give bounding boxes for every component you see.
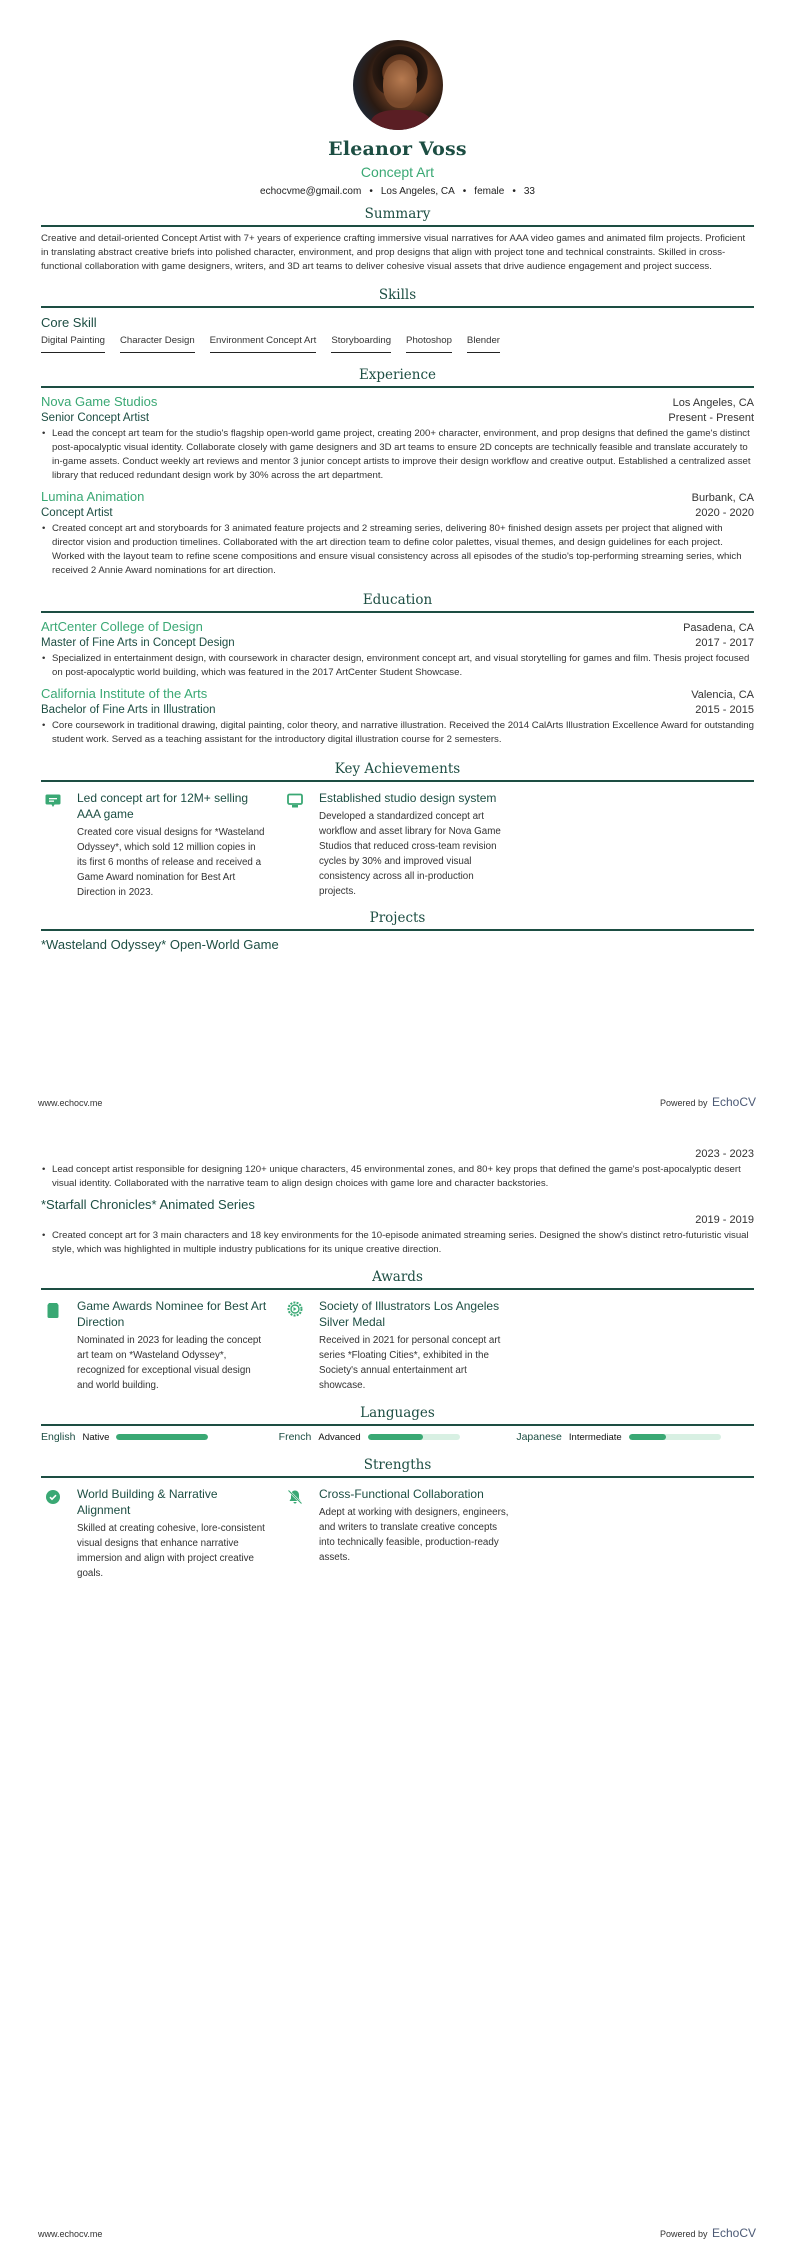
job-bullet: • Lead the concept art team for the studio's flagship open-world game project, creating 200+ character, environment, and prop designs that defined the game's distinct post-apocalyptic visual identity. Collaborate closely with game designers and 3D art teams to ensure 2D concepts are technically feasible and translate accurately to in-game assets. Conduct weekly art reviews and mentor 3 junior concept artists to improve their design workflow and creative output. Established a centralized asset library that reduced redundant design work by 30% across the art department. (41, 427, 754, 483)
trophy-icon (41, 1298, 77, 1393)
strength-card (283, 1486, 525, 1581)
project-title: *Wasteland Odyssey* Open-World Game (41, 937, 279, 952)
language-name: Japanese (516, 1431, 562, 1443)
project-bullet: • Lead concept artist responsible for designing 120+ unique characters, 45 environmental zones, and 80+ key props that defined the game's post-apocalyptic desert visual identity. Collaborated with the narrative team to align design choices with game lore and character backstories. (41, 1163, 754, 1191)
language-name: French (278, 1431, 312, 1443)
education-bullet: • Specialized in entertainment design, with coursework in character design, environment concept art, and visual storytelling for games and film. Thesis project focused on post-apocalyptic world building, which was featured in the 2017 ArtCenter Student Showcase. (41, 652, 754, 680)
section-title-education: Education (41, 592, 754, 613)
school-name: ArtCenter College of Design (41, 619, 203, 634)
language-name: English (41, 1431, 76, 1443)
bell-off-icon (283, 1486, 319, 1581)
candidate-name: Eleanor Voss (328, 138, 467, 160)
summary-text: Creative and detail-oriented Concept Artist with 7+ years of experience crafting immersive visual narratives for AAA video games and animated film projects. Proficient in translating abstract creative briefs into polished character, environment, and prop designs that align with project tone and technical constraints. Skilled in cross-functional collaboration with game designers, writers, and 3D art teams to deliver cohesive visual assets that drive audience engagement and project success. (41, 233, 746, 272)
language-level: Native (82, 1431, 110, 1443)
award-title: Game Awards Nominee for Best Art Direction (77, 1299, 267, 1329)
section-title-awards: Awards (41, 1269, 754, 1290)
job-dates: 2020 - 2020 (695, 507, 754, 519)
awards-list (41, 1298, 754, 1393)
education-bullet: • Core coursework in traditional drawing, digital painting, color theory, and narrative illustration. Received the 2014 CalArts Illustration Excellence Award for outstanding student work. Served as a teaching assistant for the introductory digital illustration course for 2 semesters. (41, 719, 754, 747)
experience-entry (41, 489, 754, 578)
candidate-title: Concept Art (360, 164, 435, 180)
education-dates: 2017 - 2017 (695, 637, 754, 649)
monitor-icon (283, 790, 319, 900)
award-title: Society of Illustrators Los Angeles Silver Medal (319, 1299, 500, 1329)
section-title-summary: Summary (41, 206, 754, 227)
strength-desc: Adept at working with designers, engineers, and writers to translate creative concepts into technically feasible, production-ready assets. (319, 1507, 509, 1563)
skills-list (41, 335, 754, 353)
project-title: *Starfall Chronicles* Animated Series (41, 1197, 255, 1212)
page-footer (38, 1093, 756, 1111)
achievement-card (283, 790, 525, 900)
school-location: Pasadena, CA (683, 622, 754, 634)
resume-page-1 (0, 0, 794, 952)
company-location: Burbank, CA (691, 492, 754, 504)
resume-page-2 (0, 1148, 794, 1581)
check-circle-icon (41, 1486, 77, 1581)
award-card (41, 1298, 283, 1393)
contact-age: 33 (523, 186, 535, 197)
strength-card (41, 1486, 283, 1581)
language-item (41, 1431, 279, 1443)
project-dates: 2019 - 2019 (695, 1214, 754, 1226)
contact-email[interactable]: echocvme@gmail.com (260, 186, 362, 197)
job-role: Senior Concept Artist (41, 412, 150, 424)
language-proficiency-bar (629, 1434, 721, 1440)
footer-url[interactable]: www.echocv.me (38, 2229, 103, 2239)
achievement-desc: Created core visual designs for *Wasteland Odyssey*, which sold 12 million copies in its first 6 months of release and received a Game Award nomination for Best Art Direction in 2023. (77, 827, 265, 898)
award-desc: Received in 2021 for personal concept art series *Floating Cities*, exhibited in the Society's annual entertainment art showcase. (319, 1335, 501, 1391)
education-entry (41, 619, 754, 680)
degree: Bachelor of Fine Arts in Illustration (41, 704, 216, 716)
gear-badge-icon (283, 1298, 319, 1393)
page-footer (38, 2224, 756, 2242)
footer-brand[interactable]: EchoCV (711, 1095, 756, 1109)
section-title-achievements: Key Achievements (41, 761, 754, 782)
footer-brand[interactable]: EchoCV (711, 2226, 756, 2240)
school-name: California Institute of the Arts (41, 686, 208, 701)
languages-list (41, 1431, 754, 1443)
degree: Master of Fine Arts in Concept Design (41, 637, 235, 649)
language-level: Advanced (318, 1431, 361, 1443)
job-bullet: • Created concept art and storyboards for 3 animated feature projects and 2 streaming series, delivering 80+ finished design assets per project that aligned with director vision and production timelines. Collaborated with the art direction team to define color palettes, visual themes, and design guidelines for each project. Worked with the layout team to refine scene compositions and ensure visual consistency across all episodes of the studio's top-performing streaming series, which received 2 Annie Award nominations for art direction. (41, 522, 754, 578)
education-entry (41, 686, 754, 747)
contact-line: echocvme@gmail.com • Los Angeles, CA • female • 33 (260, 186, 535, 197)
achievement-card (41, 790, 283, 900)
language-level: Intermediate (568, 1431, 622, 1443)
skill-tag: Storyboarding (331, 335, 391, 353)
contact-location: Los Angeles, CA (380, 186, 455, 197)
achievements-list (41, 790, 754, 900)
section-title-experience: Experience (41, 367, 754, 388)
section-title-languages: Languages (41, 1405, 754, 1426)
language-proficiency-bar (368, 1434, 460, 1440)
contact-gender: female (474, 186, 505, 197)
skill-tag: Character Design (120, 335, 195, 353)
chat-bubble-icon (41, 790, 77, 900)
language-item (279, 1431, 517, 1443)
education-dates: 2015 - 2015 (695, 704, 754, 716)
section-title-strengths: Strengths (41, 1457, 754, 1478)
project-dates: 2023 - 2023 (695, 1148, 754, 1160)
job-role: Concept Artist (41, 507, 113, 519)
section-title-projects: Projects (41, 910, 754, 931)
company-name: Nova Game Studios (41, 394, 158, 409)
achievement-title: Led concept art for 12M+ selling AAA game (77, 791, 249, 821)
skill-category: Core Skill (41, 315, 97, 330)
section-title-skills: Skills (41, 287, 754, 308)
company-name: Lumina Animation (41, 489, 145, 504)
resume-header (41, 0, 754, 197)
footer-url[interactable]: www.echocv.me (38, 1098, 103, 1108)
company-location: Los Angeles, CA (672, 397, 754, 409)
award-desc: Nominated in 2023 for leading the concept art team on *Wasteland Odyssey*, recognized for exceptional visual design and world building. (77, 1335, 262, 1391)
skill-tag: Photoshop (406, 335, 452, 353)
skill-tag: Digital Painting (41, 335, 105, 353)
strength-title: Cross-Functional Collaboration (319, 1487, 484, 1501)
award-card (283, 1298, 525, 1393)
footer-powered-by: Powered by (659, 2229, 708, 2239)
language-proficiency-bar (116, 1434, 208, 1440)
achievement-desc: Developed a standardized concept art workflow and asset library for Nova Game Studios that reduced cross-team revision cycles by 30% and improved visual consistency across all in-production projects. (319, 811, 501, 897)
job-dates: Present - Present (668, 412, 754, 424)
language-item (516, 1431, 754, 1443)
strength-title: World Building & Narrative Alignment (77, 1487, 218, 1517)
strength-desc: Skilled at creating cohesive, lore-consistent visual designs that enhance narrative immersion and align with project creative goals. (77, 1523, 265, 1579)
skill-tag: Environment Concept Art (210, 335, 317, 353)
achievement-title: Established studio design system (319, 791, 497, 805)
strengths-list (41, 1486, 754, 1581)
avatar (353, 40, 443, 130)
project-bullet: • Created concept art for 3 main characters and 18 key environments for the 10-episode animated streaming series. Designed the show's distinct retro-futuristic visual style, which was highlighted in multiple industry publications for its unique creative direction. (41, 1229, 754, 1257)
project-entry (41, 1197, 754, 1257)
footer-powered-by: Powered by (659, 1098, 708, 1108)
skill-tag: Blender (467, 335, 500, 353)
experience-entry (41, 394, 754, 483)
school-location: Valencia, CA (691, 689, 754, 701)
